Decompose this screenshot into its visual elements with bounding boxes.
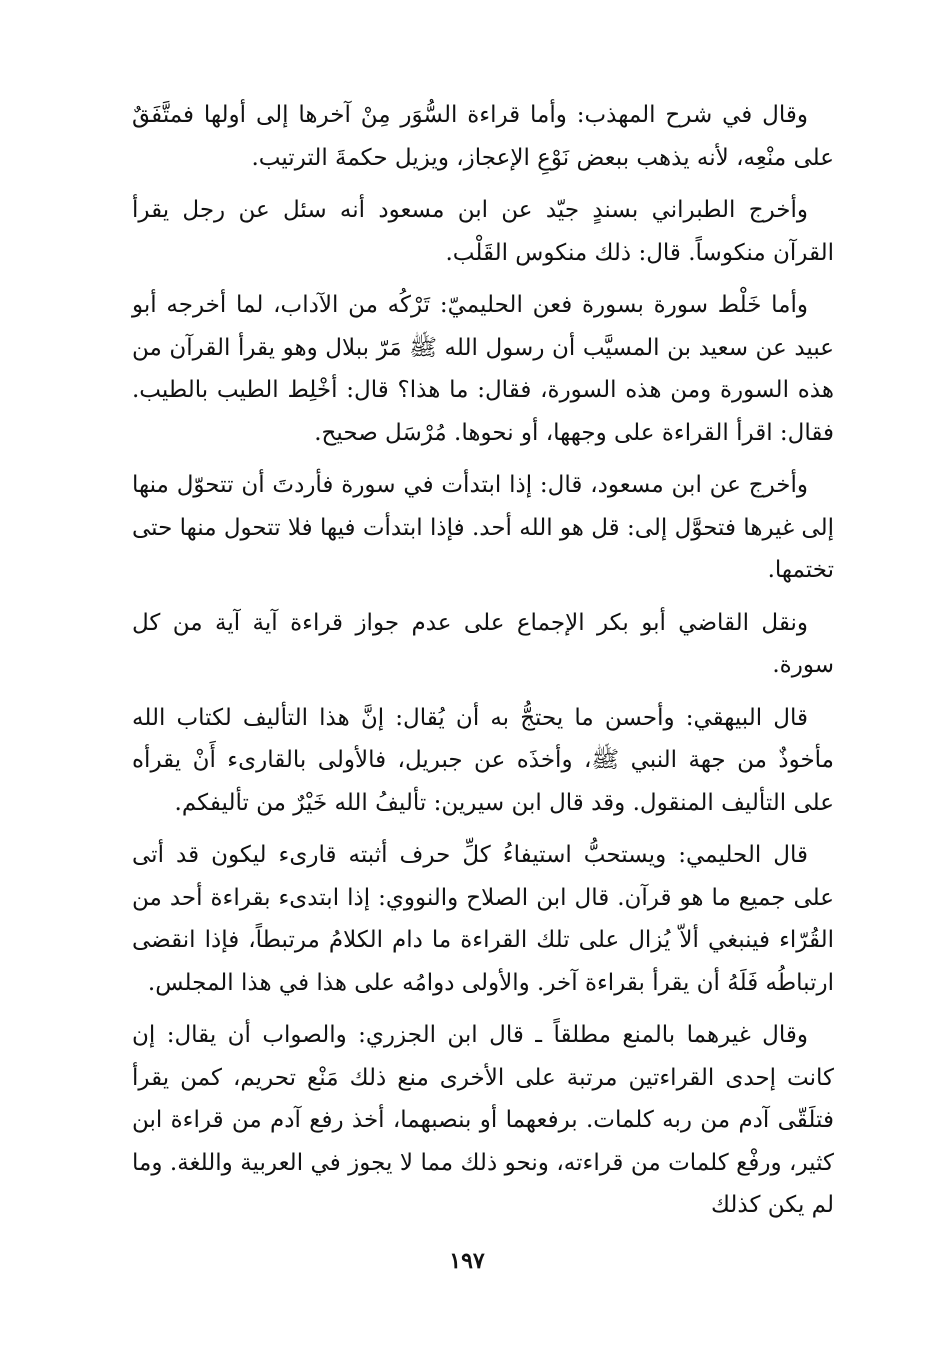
paragraph-7: قال الحليمي: ويستحبُّ استيفاءُ كلِّ حرف أثبته قارىء ليكون قد أتى على جميع ما هو قرآن. قال ابن الصلاح والنووي: إذا ابتدىء بقراءة أحد من القُرّاء فينبغي ألاّ يُزال على تلك القراءة ما دام الكلامُ مرتبطاً، فإذا انقضى ارتباطُه فَلَهُ أن يقرأ بقراءة آخر. والأولى دوامُه على هذا في هذا المجلس. <box>132 842 834 996</box>
paragraph-5: ونقل القاضي أبو بكر الإجماع على عدم جواز قراءة آية آية من كل سورة. <box>132 609 834 678</box>
paragraph-1: وقال في شرح المهذب: وأما قراءة السُّوَر مِنْ آخرها إلى أولها فمتَّفَقٌ على منْعِه، لأنه يذهب ببعض نَوْعِ الإعجاز، ويزيل حكمةَ الترتيب. <box>132 102 834 171</box>
paragraph-6: قال البيهقي: وأحسن ما يحتجُّ به أن يُقال: إنَّ هذا التأليف لكتاب الله مأخوذٌ من جهة النبي ﷺ، وأخذَه عن جبريل، فالأولى بالقارىء أَنْ يقرأه على التأليف المنقول. وقد قال ابن سيرين: تأليفُ الله خَيْرٌ من تأليفكم. <box>132 704 834 816</box>
paragraph-2: وأخرج الطبراني بسندٍ جيّد عن ابن مسعود أنه سئل عن رجل يقرأ القرآن منكوساً. قال: ذلك منكوس القَلْب. <box>132 197 834 266</box>
paragraph-4: وأخرج عن ابن مسعود، قال: إذا ابتدأت في سورة فأردتَ أن تتحوّل منها إلى غيرها فتحوَّل إلى: قل هو الله أحد. فإذا ابتدأت فيها فلا تتحول منها حتى تختمها. <box>132 472 834 583</box>
page-number: ١٩٧ <box>449 1248 485 1274</box>
paragraph-3: وأما خَلْط سورة بسورة فعن الحليميّ: تَرْكُه من الآداب، لما أخرجه أبو عبيد عن سعيد بن المسيَّب أن رسول الله ﷺ مَرّ ببلال وهو يقرأ القرآن من هذه السورة ومن هذه السورة، فقال: ما هذا؟ قال: أخْلِط الطيب بالطيب. فقال: اقرأ القراءة على وجهها، أو نحوها. مُرْسَل صحيح. <box>132 292 834 446</box>
paragraph-8: وقال غيرهما بالمنع مطلقاً ـ قال ابن الجزري: والصواب أن يقال: إن كانت إحدى القراءتين مرتبة على الأخرى منع ذلك مَنْع تحريم، كمن يقرأ فتلَقّى آدم من ربه كلمات. برفعهما أو بنصبهما، أخذ رفع آدم من قراءة ابن كثير، ورفْع كلمات من قراءته، ونحو ذلك مما لا يجوز في العربية واللغة. وما لم يكن كذلك <box>132 1022 834 1218</box>
